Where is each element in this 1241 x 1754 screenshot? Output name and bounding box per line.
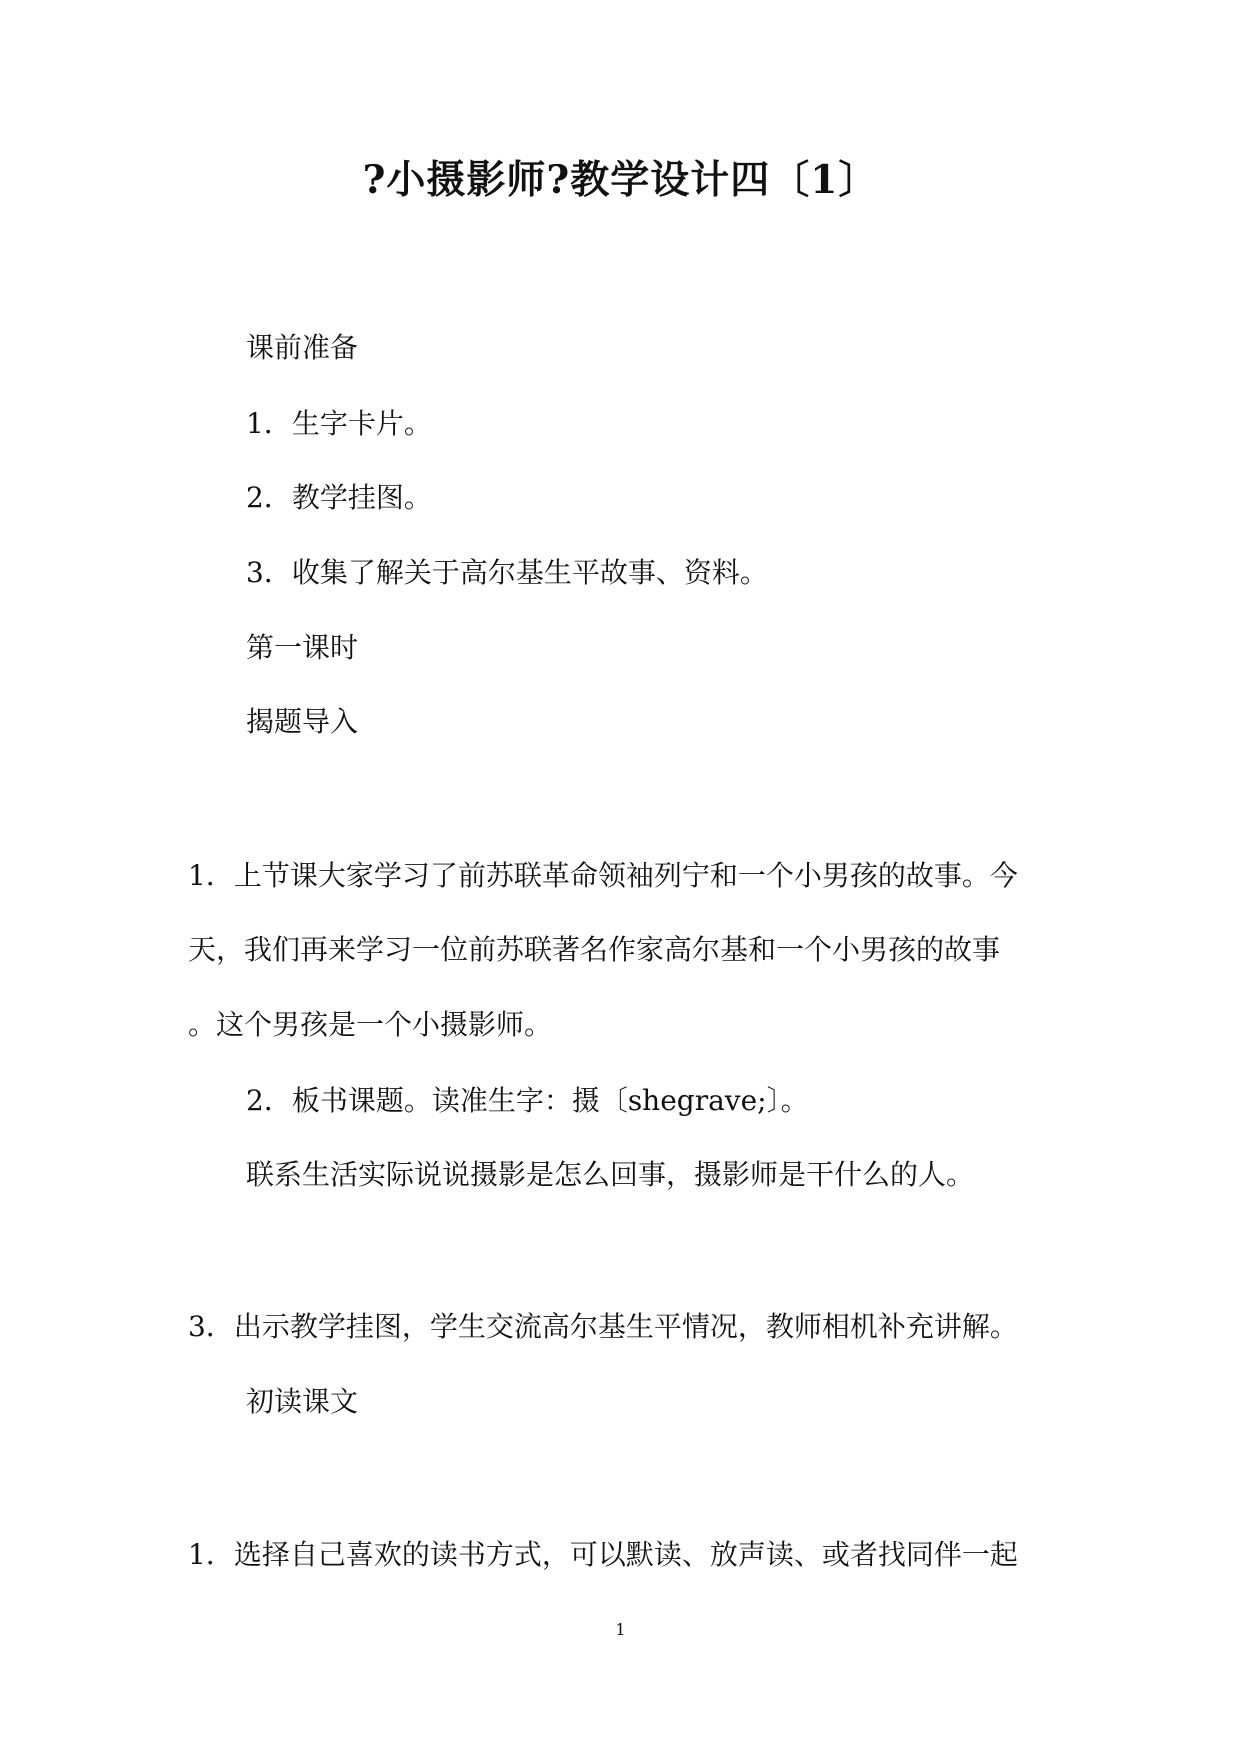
section-heading-first-reading: 初读课文 [246,1385,359,1418]
section-heading-introduction: 揭题导入 [246,705,359,738]
page-number: 1 [615,1620,626,1639]
paragraph-line: 1．上节课大家学习了前苏联革命领袖列宁和一个小男孩的故事。今 [188,859,1018,892]
list-item: 2．教学挂图。 [246,481,432,514]
paragraph-line: 。这个男孩是一个小摄影师。 [188,1008,553,1041]
paragraph-line: 联系生活实际说说摄影是怎么回事，摄影师是干什么的人。 [246,1158,975,1191]
list-item: 1．选择自己喜欢的读书方式，可以默读、放声读、或者找同伴一起 [188,1538,1018,1571]
list-item: 2．板书课题。读准生字：摄〔shegrave;〕。 [246,1084,809,1117]
list-item: 3．收集了解关于高尔基生平故事、资料。 [246,556,768,589]
paragraph-line: 天，我们再来学习一位前苏联著名作家高尔基和一个小男孩的故事 [188,933,1001,966]
section-heading-preparation: 课前准备 [246,331,359,364]
list-item: 1．生字卡片。 [246,407,432,440]
section-heading-lesson-one: 第一课时 [246,631,359,664]
document-title: ?小摄影师?教学设计四〔1〕 [362,157,879,203]
list-item: 3．出示教学挂图，学生交流高尔基生平情况，教师相机补充讲解。 [188,1310,1018,1343]
